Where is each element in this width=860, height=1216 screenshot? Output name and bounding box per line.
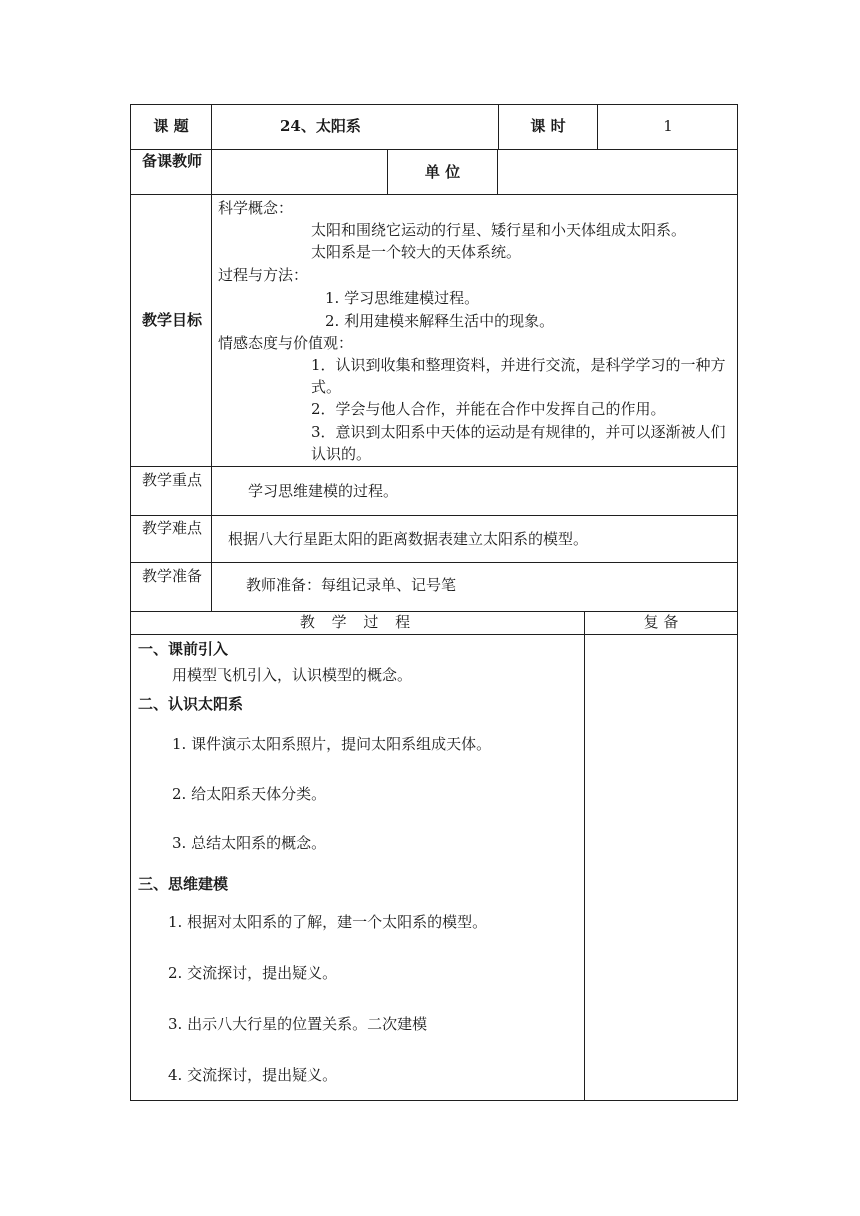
column-divider xyxy=(498,104,499,150)
method-title: 过程与方法： xyxy=(218,266,309,284)
concept-line: 太阳和围绕它运动的行星、矮行星和小天体组成太阳系。 xyxy=(311,221,687,239)
attitude-title: 情感态度与价值观： xyxy=(218,334,354,352)
section-title: 一、课前引入 xyxy=(138,640,229,658)
attitude-line: 2．学会与他人合作，并能在合作中发挥自己的作用。 xyxy=(311,400,666,418)
concept-title: 科学概念： xyxy=(218,199,294,217)
unit-label: 单 位 xyxy=(424,163,461,181)
column-divider xyxy=(211,104,212,612)
row-divider xyxy=(130,562,738,563)
topic-label: 课 题 xyxy=(153,117,189,135)
section-item: 用模型飞机引入，认识模型的概念。 xyxy=(172,666,413,684)
column-divider xyxy=(584,611,585,1101)
table-border-right xyxy=(737,104,738,1101)
table-border-top xyxy=(130,104,738,105)
section-item: 2. 给太阳系天体分类。 xyxy=(172,785,327,803)
table-border-left xyxy=(130,104,131,1101)
row-divider xyxy=(130,194,738,195)
key-point-value: 学习思维建模的过程。 xyxy=(248,482,399,500)
section-title: 二、认识太阳系 xyxy=(138,695,244,713)
section-item: 3. 出示八大行星的位置关系。二次建模 xyxy=(168,1015,428,1033)
table-border-bottom xyxy=(130,1100,738,1101)
column-divider xyxy=(387,149,388,195)
column-divider xyxy=(597,104,598,150)
process-header: 教 学 过 程 xyxy=(299,613,417,631)
section-item: 1. 根据对太阳系的了解，建一个太阳系的模型。 xyxy=(168,913,488,931)
method-line: 2. 利用建模来解释生活中的现象。 xyxy=(325,312,555,330)
hours-value: 1 xyxy=(663,117,673,135)
key-point-label: 教学重点 xyxy=(141,471,202,489)
method-line: 1. 学习思维建模过程。 xyxy=(325,289,480,307)
section-item: 3. 总结太阳系的概念。 xyxy=(172,834,327,852)
topic-value: 24、太阳系 xyxy=(280,117,361,135)
concept-line: 太阳系是一个较大的天体系统。 xyxy=(311,243,522,261)
row-divider xyxy=(130,466,738,467)
notes-header: 复 备 xyxy=(643,613,679,631)
section-title: 三、思维建模 xyxy=(138,875,229,893)
section-item: 1. 课件演示太阳系照片，提问太阳系组成天体。 xyxy=(172,735,492,753)
row-divider xyxy=(130,149,738,150)
section-item: 2. 交流探讨，提出疑义。 xyxy=(168,964,338,982)
preparation-label: 教学准备 xyxy=(141,567,202,585)
difficulty-value: 根据八大行星距太阳的距离数据表建立太阳系的模型。 xyxy=(228,530,589,548)
attitude-line: 3．意识到太阳系中天体的运动是有规律的，并可以逐渐被人们认识的。 xyxy=(311,423,726,463)
difficulty-label: 教学难点 xyxy=(141,519,202,537)
section-item: 4. 交流探讨，提出疑义。 xyxy=(168,1066,338,1084)
objectives-label: 教学目标 xyxy=(141,311,202,329)
row-divider xyxy=(130,634,738,635)
teacher-label: 备课教师 xyxy=(141,152,202,170)
row-divider xyxy=(130,515,738,516)
attitude-line: 1．认识到收集和整理资料，并进行交流，是科学学习的一种方式。 xyxy=(311,356,726,396)
preparation-value: 教师准备：每组记录单、记号笔 xyxy=(246,576,457,594)
column-divider xyxy=(497,149,498,195)
hours-label: 课 时 xyxy=(530,117,566,135)
